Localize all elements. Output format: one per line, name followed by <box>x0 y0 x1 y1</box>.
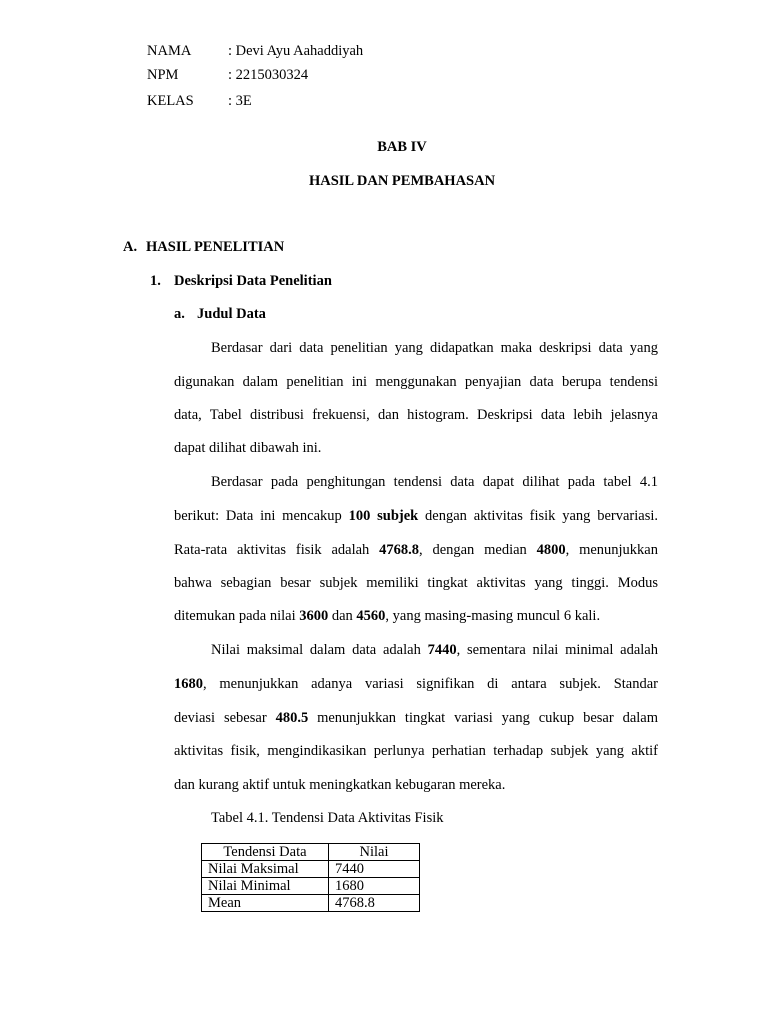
table-header-cell: Nilai <box>329 844 420 861</box>
text-run: data, Tabel distribusi frekuensi, dan histogram. Deskripsi data lebih jelasnya <box>174 407 658 423</box>
text-run: , sementara nilai minimal adalah <box>456 642 658 658</box>
table-cell: 7440 <box>329 861 420 878</box>
paragraph-line <box>174 405 658 425</box>
subsubsection-title: Judul Data <box>197 306 266 322</box>
paragraph-line <box>211 640 658 660</box>
paragraph-line <box>174 606 658 626</box>
table-caption: Tabel 4.1. Tendensi Data Aktivitas Fisik <box>211 810 444 826</box>
identity-label: NAMA <box>147 43 192 59</box>
text-run: , menunjukkan adanya variasi signifikan di antara subjek. Standar <box>203 676 658 692</box>
table-cell: Nilai Minimal <box>202 878 329 895</box>
table-row <box>202 895 420 912</box>
bold-value: 480.5 <box>275 710 309 726</box>
bold-value: 4800 <box>536 542 566 558</box>
text-run: berikut: Data ini mencakup <box>174 508 349 524</box>
text-run: digunakan dalam penelitian ini menggunakan penyajian data berupa tendensi <box>174 374 658 390</box>
paragraph-line <box>211 472 658 492</box>
section-title: HASIL PENELITIAN <box>146 239 285 255</box>
table-cell: 1680 <box>329 878 420 895</box>
bold-value: 4560 <box>356 608 386 624</box>
text-run: dapat dilihat dibawah ini. <box>174 440 322 456</box>
paragraph-line <box>174 438 658 458</box>
bold-value: 100 subjek <box>348 508 419 524</box>
table-row <box>202 878 420 895</box>
data-table <box>201 843 420 912</box>
text-run: aktivitas fisik, mengindikasikan perlunya perhatian terhadap subjek yang aktif <box>174 743 658 759</box>
table-row <box>202 861 420 878</box>
paragraph-line <box>174 506 658 526</box>
text-run: menunjukkan tingkat variasi yang cukup besar dalam <box>308 710 659 726</box>
text-run: Nilai maksimal dalam data adalah <box>211 642 428 658</box>
chapter-number: BAB IV <box>377 139 427 155</box>
table-cell: Nilai Maksimal <box>202 861 329 878</box>
text-run: Berdasar dari data penelitian yang didapatkan maka deskripsi data yang <box>211 340 658 356</box>
identity-label: KELAS <box>147 93 194 109</box>
text-run: , menunjukkan <box>565 542 658 558</box>
paragraph-line <box>174 708 658 728</box>
subsubsection-mark: a. <box>174 306 185 322</box>
identity-value: : 2215030324 <box>228 67 309 83</box>
subsection-mark: 1. <box>150 273 161 289</box>
bold-value: 3600 <box>299 608 329 624</box>
text-run: dengan aktivitas fisik yang bervariasi. <box>418 508 658 524</box>
paragraph-line <box>174 372 658 392</box>
text-run: bahwa sebagian besar subjek memiliki tingkat aktivitas yang tinggi. Modus <box>174 575 658 591</box>
paragraph-line <box>174 540 658 560</box>
paragraph-line <box>211 338 658 358</box>
table-header-row <box>202 844 420 861</box>
text-run: deviasi sebesar <box>174 710 276 726</box>
table-cell: Mean <box>202 895 329 912</box>
identity-value: : 3E <box>228 93 252 109</box>
text-run: , yang masing-masing muncul 6 kali. <box>385 608 601 624</box>
bold-value: 4768.8 <box>379 542 419 558</box>
bold-value: 7440 <box>427 642 457 658</box>
text-run: ditemukan pada nilai <box>174 608 300 624</box>
paragraph-line <box>174 741 658 761</box>
identity-label: NPM <box>147 67 179 83</box>
text-run: dan kurang aktif untuk meningkatkan kebugaran mereka. <box>174 777 506 793</box>
text-run: Rata-rata aktivitas fisik adalah <box>174 542 380 558</box>
text-run: Berdasar pada penghitungan tendensi data dapat dilihat pada tabel 4.1 <box>211 474 658 490</box>
bold-value: 1680 <box>174 676 203 692</box>
paragraph-line <box>174 573 658 593</box>
paragraph-line <box>174 674 658 694</box>
text-run: dan <box>328 608 357 624</box>
identity-value: : Devi Ayu Aahaddiyah <box>228 43 364 59</box>
table-cell: 4768.8 <box>329 895 420 912</box>
chapter-title: HASIL DAN PEMBAHASAN <box>308 173 496 189</box>
table-header-cell: Tendensi Data <box>202 844 329 861</box>
text-run: , dengan median <box>419 542 537 558</box>
subsection-title: Deskripsi Data Penelitian <box>174 273 332 289</box>
paragraph-line <box>174 775 658 795</box>
section-mark: A. <box>123 239 138 255</box>
